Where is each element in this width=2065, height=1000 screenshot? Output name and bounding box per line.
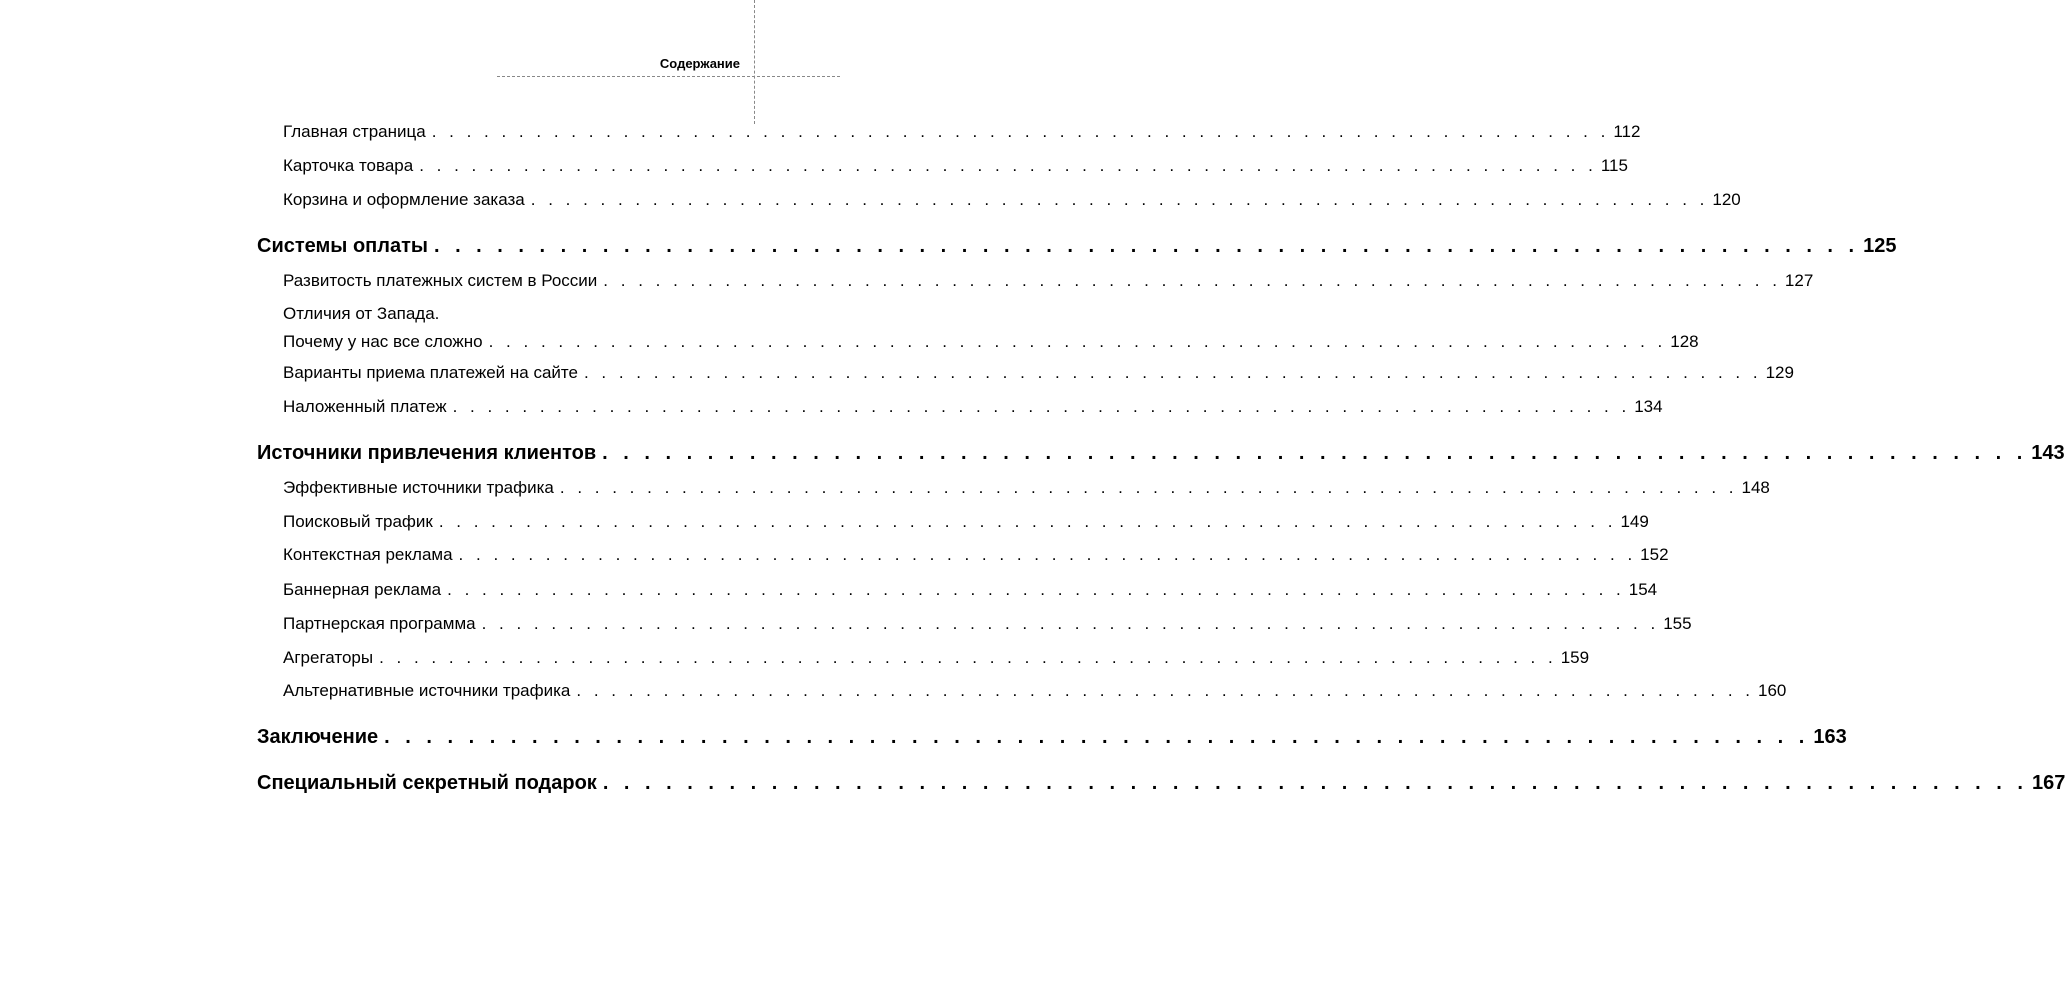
toc-chapter-title: Источники привлечения клиентов bbox=[257, 442, 597, 464]
toc-page-number: 155 bbox=[1663, 614, 1692, 633]
toc-leader-dots: . . . . . . . . . . . . . . . . . . . . . . . . . . . . . . . . . . . . . . . . . . . . . . . . . . . . . . . . . . . . . . . . . . . . bbox=[576, 681, 1754, 700]
toc-entry[interactable] bbox=[283, 304, 1699, 352]
toc-entry[interactable] bbox=[283, 512, 1649, 532]
toc-page-number: 128 bbox=[1670, 332, 1699, 351]
toc-page-number: 159 bbox=[1560, 648, 1590, 667]
toc-leader-dots: . . . . . . . . . . . . . . . . . . . . . . . . . . . . . . . . . . . . . . . . . . . . . . . . . . . . . . . . . . . . . . . . . . . . bbox=[447, 580, 1625, 599]
toc-entry[interactable] bbox=[283, 156, 1628, 176]
toc-chapter-title: Специальный секретный подарок bbox=[257, 772, 597, 794]
toc-entry-title-line1: Отличия от Запада. bbox=[283, 304, 440, 323]
toc-page-number: 163 bbox=[1813, 726, 1847, 748]
toc-entry-title: Варианты приема платежей на сайте bbox=[283, 363, 578, 382]
toc-entry[interactable] bbox=[283, 397, 1663, 417]
toc-entry-title: Развитость платежных систем в России bbox=[283, 271, 598, 290]
toc-chapter-entry[interactable] bbox=[257, 235, 1897, 258]
toc-page-number: 129 bbox=[1765, 363, 1794, 382]
toc-chapter-entry[interactable] bbox=[257, 772, 2065, 795]
toc-leader-dots: . . . . . . . . . . . . . . . . . . . . . . . . . . . . . . . . . . . . . . . . . . . . . . . . . . . . . . . . . . . . . . . . . . . . bbox=[384, 726, 1810, 748]
toc-page-number: 148 bbox=[1741, 478, 1770, 497]
toc-leader-dots: . . . . . . . . . . . . . . . . . . . . . . . . . . . . . . . . . . . . . . . . . . . . . . . . . . . . . . . . . . . . . . . . . . . . bbox=[602, 442, 2028, 464]
toc-entry[interactable] bbox=[283, 614, 1692, 634]
toc-entry-title: Агрегаторы bbox=[283, 648, 374, 667]
toc-page-number: 149 bbox=[1620, 512, 1649, 531]
toc-page-number: 154 bbox=[1628, 580, 1658, 599]
toc-entry[interactable] bbox=[283, 363, 1794, 383]
toc-chapter-title: Заключение bbox=[257, 726, 379, 748]
toc-leader-dots: . . . . . . . . . . . . . . . . . . . . . . . . . . . . . . . . . . . . . . . . . . . . . . . . . . . . . . . . . . . . . . . . . . . . bbox=[431, 122, 1610, 141]
toc-leader-dots: . . . . . . . . . . . . . . . . . . . . . . . . . . . . . . . . . . . . . . . . . . . . . . . . . . . . . . . . . . . . . . . . . . . . bbox=[488, 332, 1667, 351]
toc-entry-title: Наложенный платеж bbox=[283, 397, 447, 416]
toc-leader-dots: . . . . . . . . . . . . . . . . . . . . . . . . . . . . . . . . . . . . . . . . . . . . . . . . . . . . . . . . . . . . . . . . . . . . bbox=[379, 648, 1557, 667]
toc-page-number: 127 bbox=[1784, 271, 1814, 290]
toc-page-number: 167 bbox=[2031, 772, 2065, 794]
toc-leader-dots: . . . . . . . . . . . . . . . . . . . . . . . . . . . . . . . . . . . . . . . . . . . . . . . . . . . . . . . . . . . . . . . . . . . . bbox=[602, 772, 2028, 794]
toc-entry[interactable] bbox=[283, 478, 1770, 498]
toc-leader-dots: . . . . . . . . . . . . . . . . . . . . . . . . . . . . . . . . . . . . . . . . . . . . . . . . . . . . . . . . . . . . . . . . . . . . bbox=[433, 235, 1860, 257]
toc-chapter-entry[interactable] bbox=[257, 442, 2065, 465]
toc-entry[interactable] bbox=[283, 681, 1787, 701]
toc-entry-line2 bbox=[283, 332, 1699, 352]
toc-page-number: 134 bbox=[1634, 397, 1663, 416]
running-head-title: Содержание bbox=[659, 56, 740, 71]
crop-mark-horizontal bbox=[497, 76, 840, 77]
toc-page-number: 115 bbox=[1600, 156, 1628, 175]
toc-leader-dots: . . . . . . . . . . . . . . . . . . . . . . . . . . . . . . . . . . . . . . . . . . . . . . . . . . . . . . . . . . . . . . . . . . . . bbox=[458, 545, 1637, 564]
toc-entry-title: Альтернативные источники трафика bbox=[283, 681, 571, 700]
toc-page-number: 152 bbox=[1640, 545, 1669, 564]
toc-page-number: 112 bbox=[1613, 122, 1641, 141]
toc-leader-dots: . . . . . . . . . . . . . . . . . . . . . . . . . . . . . . . . . . . . . . . . . . . . . . . . . . . . . . . . . . . . . . . . . . . . bbox=[438, 512, 1617, 531]
toc-entry-title: Главная страница bbox=[283, 122, 426, 141]
toc-entry-title: Баннерная реклама bbox=[283, 580, 442, 599]
toc-page-number: 143 bbox=[2031, 442, 2065, 464]
toc-leader-dots: . . . . . . . . . . . . . . . . . . . . . . . . . . . . . . . . . . . . . . . . . . . . . . . . . . . . . . . . . . . . . . . . . . . . bbox=[419, 156, 1597, 175]
toc-page-number: 125 bbox=[1863, 235, 1897, 257]
toc-entry-title: Карточка товара bbox=[283, 156, 414, 175]
toc-chapter-entry[interactable] bbox=[257, 726, 1847, 749]
toc-entry[interactable] bbox=[283, 271, 1814, 291]
toc-leader-dots: . . . . . . . . . . . . . . . . . . . . . . . . . . . . . . . . . . . . . . . . . . . . . . . . . . . . . . . . . . . . . . . . . . . . bbox=[452, 397, 1631, 416]
toc-entry[interactable] bbox=[283, 122, 1641, 142]
toc-chapter-title: Системы оплаты bbox=[257, 235, 428, 257]
toc-leader-dots: . . . . . . . . . . . . . . . . . . . . . . . . . . . . . . . . . . . . . . . . . . . . . . . . . . . . . . . . . . . . . . . . . . . . bbox=[559, 478, 1738, 497]
toc-entry-title: Эффективные источники трафика bbox=[283, 478, 554, 497]
toc-leader-dots: . . . . . . . . . . . . . . . . . . . . . . . . . . . . . . . . . . . . . . . . . . . . . . . . . . . . . . . . . . . . . . . . . . . . bbox=[481, 614, 1660, 633]
toc-entry-title: Поисковый трафик bbox=[283, 512, 433, 531]
toc-entry[interactable] bbox=[283, 190, 1741, 210]
crop-mark-vertical bbox=[754, 0, 755, 124]
toc-leader-dots: . . . . . . . . . . . . . . . . . . . . . . . . . . . . . . . . . . . . . . . . . . . . . . . . . . . . . . . . . . . . . . . . . . . . bbox=[583, 363, 1762, 382]
toc-entry-title-line2: Почему у нас все сложно bbox=[283, 332, 483, 351]
toc-entry[interactable] bbox=[283, 648, 1590, 668]
toc-leader-dots: . . . . . . . . . . . . . . . . . . . . . . . . . . . . . . . . . . . . . . . . . . . . . . . . . . . . . . . . . . . . . . . . . . . . bbox=[603, 271, 1781, 290]
toc-entry[interactable] bbox=[283, 580, 1658, 600]
toc-page-number: 160 bbox=[1758, 681, 1787, 700]
toc-entry-title: Партнерская программа bbox=[283, 614, 476, 633]
toc-entry-title: Корзина и оформление заказа bbox=[283, 190, 525, 209]
toc-entry-title: Контекстная реклама bbox=[283, 545, 453, 564]
toc-leader-dots: . . . . . . . . . . . . . . . . . . . . . . . . . . . . . . . . . . . . . . . . . . . . . . . . . . . . . . . . . . . . . . . . . . . . bbox=[530, 190, 1709, 209]
toc-page-number: 120 bbox=[1712, 190, 1741, 209]
toc-entry[interactable] bbox=[283, 545, 1669, 565]
